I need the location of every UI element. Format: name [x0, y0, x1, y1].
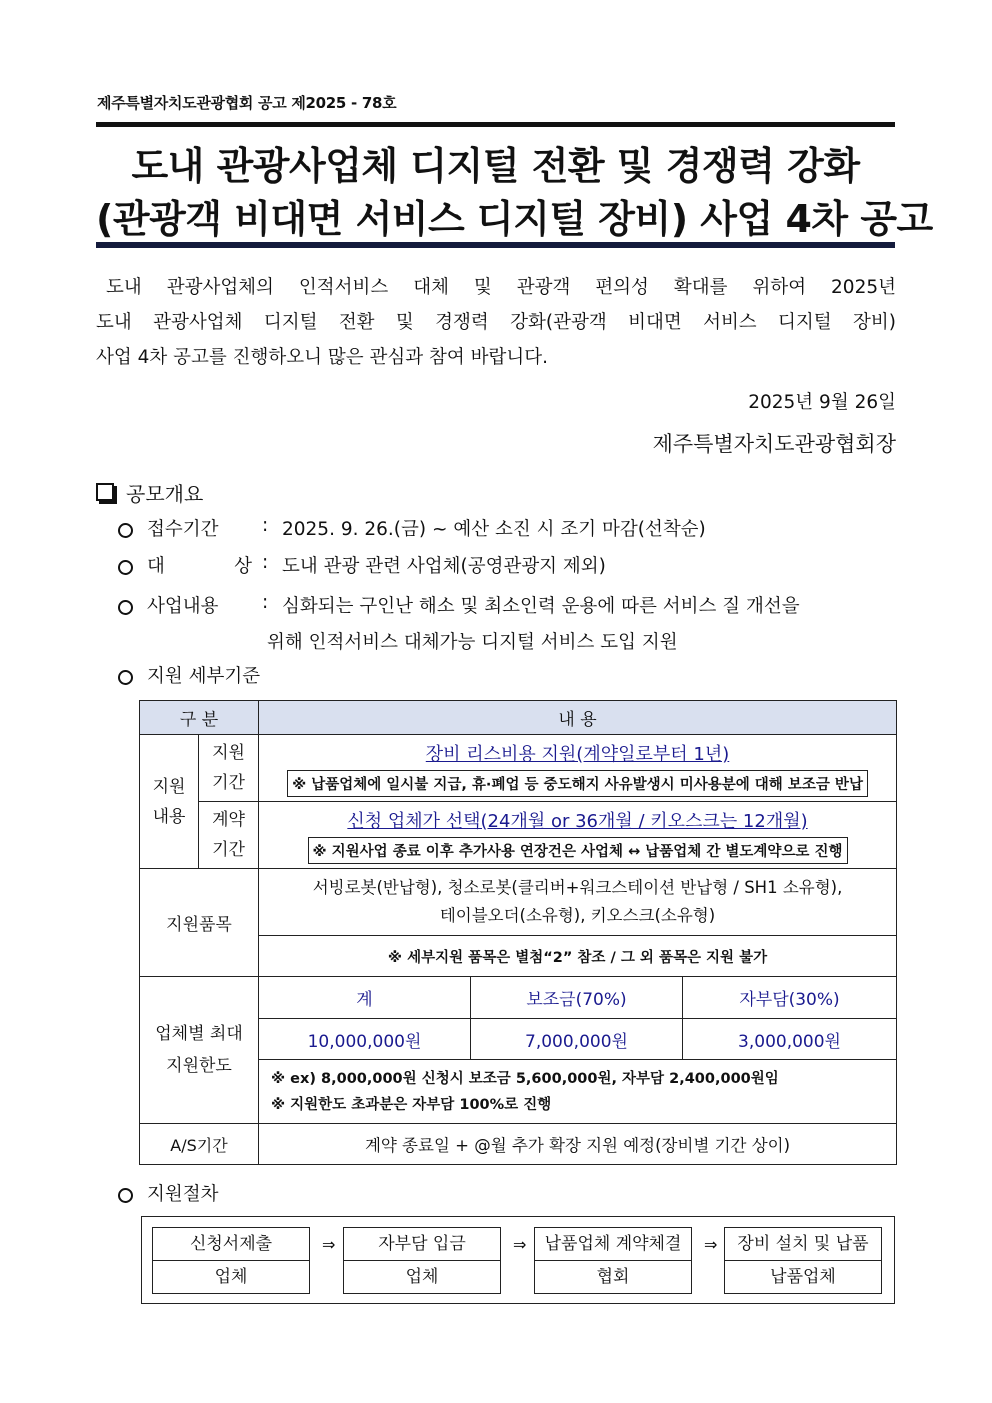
content-item — [118, 592, 800, 618]
support-period-cell — [259, 735, 897, 802]
target-label — [147, 552, 262, 578]
limit-note-cell — [259, 1060, 897, 1124]
limit-label: 업체별 최대 지원한도 — [140, 977, 259, 1124]
arrow-right-icon: ⇒ — [704, 1235, 718, 1254]
colon: : — [262, 592, 269, 613]
contract-period-cell — [259, 802, 897, 869]
header-content: 내 용 — [259, 701, 897, 735]
items-label: 지원품목 — [140, 869, 259, 977]
limit-value-self: 3,000,000원 — [683, 1019, 897, 1060]
intro-line: 도내 관광사업체 디지털 전환 및 경쟁력 강화(관광객 비대면 서비스 디지털 장비) — [96, 312, 896, 333]
section-heading-label: 공모개요 — [126, 482, 204, 506]
circle-bullet-icon — [118, 670, 133, 685]
content-value-line-1: 심화되는 구인난 해소 및 최소인력 운용에 따른 서비스 질 개선을 — [282, 596, 800, 617]
limit-value-subsidy: 7,000,000원 — [471, 1019, 683, 1060]
items-value-line: 서빙로봇(반납형), 청소로봇(클리버+워크스테이션 반납형 / SH1 소유형), — [312, 878, 843, 897]
arrow-right-icon: ⇒ — [322, 1235, 336, 1254]
content-value-line-2: 위해 인적서비스 대체가능 디지털 서비스 도입 지원 — [267, 632, 678, 653]
notice-date: 2025년 9월 26일 — [748, 392, 896, 413]
period-item — [118, 515, 706, 541]
procedure-item — [118, 1180, 218, 1206]
support-period-value: 장비 리스비용 지원(계약일로부터 1년) — [425, 743, 730, 765]
contract-period-note: ※ 지원사업 종료 이후 추가사용 연장건은 사업체 ↔ 납품업체 간 별도계약으로 진행 — [308, 837, 848, 864]
procedure-label: 지원절차 — [147, 1184, 219, 1205]
as-label: A/S기간 — [140, 1124, 259, 1165]
step-title: 자부담 입금 — [343, 1227, 501, 1261]
intro-line: 사업 4차 공고를 진행하오니 많은 관심과 참여 바랍니다. — [96, 347, 548, 368]
title-line-2: (관광객 비대면 서비스 디지털 장비) 사업 4차 공고 — [96, 197, 933, 241]
circle-bullet-icon — [118, 523, 133, 538]
procedure-step — [534, 1227, 692, 1294]
items-value-cell — [259, 869, 897, 936]
intro-paragraph — [96, 270, 896, 375]
support-period-note: ※ 납품업체에 일시불 지급, 휴·폐업 등 중도해지 사유발생시 미사용분에 대해 보조금 반납 — [287, 770, 868, 797]
intro-line: 도내 관광사업체의 인적서비스 대체 및 관광객 편의성 확대를 위하여 2025년 — [106, 277, 896, 298]
title-top-rule — [96, 122, 895, 127]
target-value: 도내 관광 관련 사업체(공영관광지 제외) — [282, 556, 606, 577]
procedure-step — [343, 1227, 501, 1294]
limit-col-total: 계 — [259, 977, 471, 1019]
procedure-flow — [141, 1216, 895, 1304]
target-label-b: 상 — [234, 556, 252, 577]
colon: : — [262, 552, 269, 573]
limit-value-total: 10,000,000원 — [259, 1019, 471, 1060]
circle-bullet-icon — [118, 560, 133, 575]
title-line-1: 도내 관광사업체 디지털 전환 및 경쟁력 강화 — [131, 144, 860, 188]
step-title: 장비 설치 및 납품 — [724, 1227, 882, 1261]
step-actor: 협회 — [534, 1261, 692, 1294]
period-value: 2025. 9. 26.(금) ~ 예산 소진 시 조기 마감(선착순) — [282, 519, 706, 540]
limit-note-line: ※ 지원한도 초과분은 자부담 100%로 진행 — [271, 1096, 552, 1113]
title-bottom-rule — [96, 242, 895, 248]
step-actor: 업체 — [152, 1261, 310, 1294]
step-actor: 업체 — [343, 1261, 501, 1294]
notice-number: 제주특별자치도관광협회 공고 제2025 - 78호 — [97, 94, 397, 112]
content-label: 사업내용 — [147, 596, 219, 617]
step-title: 납품업체 계약체결 — [534, 1227, 692, 1261]
colon: : — [262, 515, 269, 536]
arrow-right-icon: ⇒ — [513, 1235, 527, 1254]
procedure-step — [152, 1227, 310, 1294]
circle-bullet-icon — [118, 600, 133, 615]
criteria-label: 지원 세부기준 — [147, 666, 261, 687]
limit-note-line: ※ ex) 8,000,000원 신청시 보조금 5,600,000원, 자부담 2,400,000원임 — [271, 1070, 779, 1087]
items-value-line: 테이블오더(소유형), 키오스크(소유형) — [439, 906, 716, 925]
support-period-label: 지원 기간 — [199, 735, 259, 802]
procedure-step — [724, 1227, 882, 1294]
criteria-table — [139, 700, 897, 1165]
as-value: 계약 종료일 + @월 추가 확장 지원 예정(장비별 기간 상이) — [259, 1124, 897, 1165]
limit-col-subsidy: 보조금(70%) — [471, 977, 683, 1019]
items-note: ※ 세부지원 품목은 별첨“2” 참조 / 그 외 품목은 지원 불가 — [259, 936, 897, 977]
period-label: 접수기간 — [147, 519, 219, 540]
target-label-a: 대 — [147, 556, 165, 577]
contract-period-label: 계약 기간 — [199, 802, 259, 869]
step-title: 신청서제출 — [152, 1227, 310, 1261]
header-category: 구 분 — [140, 701, 259, 735]
organization-name: 제주특별자치도관광협회장 — [652, 432, 896, 456]
circle-bullet-icon — [118, 1188, 133, 1203]
criteria-item — [118, 662, 260, 688]
checkbox-square-icon — [96, 483, 114, 501]
section-heading — [96, 478, 203, 507]
limit-col-self: 자부담(30%) — [683, 977, 897, 1019]
step-actor: 납품업체 — [724, 1261, 882, 1294]
contract-period-value: 신청 업체가 선택(24개월 or 36개월 / 키오스크는 12개월) — [347, 810, 808, 832]
target-item — [118, 552, 606, 578]
support-content-label: 지원 내용 — [140, 735, 199, 869]
